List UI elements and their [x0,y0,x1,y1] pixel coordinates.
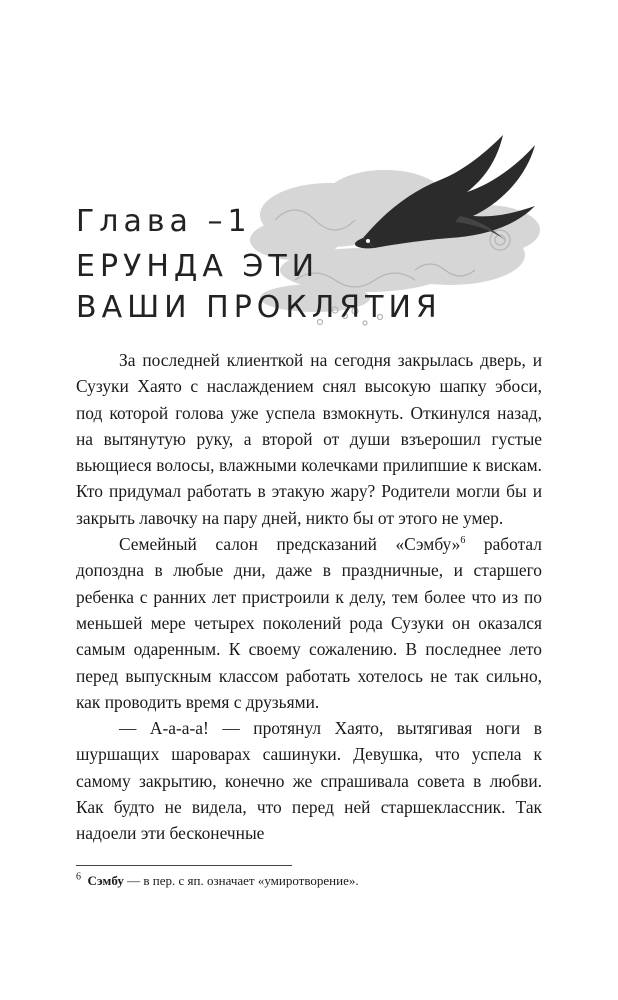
footnote [76,872,542,890]
footnote-text: — в пер. с яп. означает «умиротворение». [123,873,359,888]
chapter-title-line: ЕРУНДА ЭТИ [76,249,320,284]
footnote-term: Сэмбу [87,873,124,888]
body-text [76,347,542,847]
paragraph: За последней клиенткой на сегодня закрылась дверь, и Сузуки Хаято с наслаждением снял высокую шапку эбоси, под которой голова уже успела взмокнуть. Откинулся назад, на вытянутую руку, а второй от души взъерошил густые вьющиеся волосы, влажными колечками прилипшие к вискам. Кто придумал работать в этакую жару? Родители могли бы и закрыть лавочку на пару дней, никто бы от этого не умер. [76,350,542,528]
paragraph: — А-а-а-а! — протянул Хаято, вытягивая ноги в шуршащих шароварах сашинуки. Девушка, что успела к самому закрытию, конечно же спрашивала совета в любви. Как будто не видела, что перед ней старшеклассник. Так надоели эти бесконечные [76,718,542,844]
chapter-label: Глава –1 [76,204,252,239]
chapter-title [76,246,442,328]
footnote-divider [76,865,292,866]
footnote-number: 6 [76,871,81,883]
footnote-reference[interactable]: 6 [460,535,466,547]
paragraph-rest: работал допоздна в любые дни, даже в праздничные, и старшего ребенка с ранних лет пристроили к делу, тем более что из по меньшей мере четырех поколений рода Сузуки он оказался самым одаренным. К своему сожалению. В последнее лето перед выпускным классом работать хотелось не так сильно, как проводить время с друзьями. [76,534,542,712]
paragraph-start: Семейный салон предсказаний «Сэмбу» [119,534,461,555]
paragraph [76,531,542,715]
chapter-title-line: ВАШИ ПРОКЛЯТИЯ [76,290,442,325]
